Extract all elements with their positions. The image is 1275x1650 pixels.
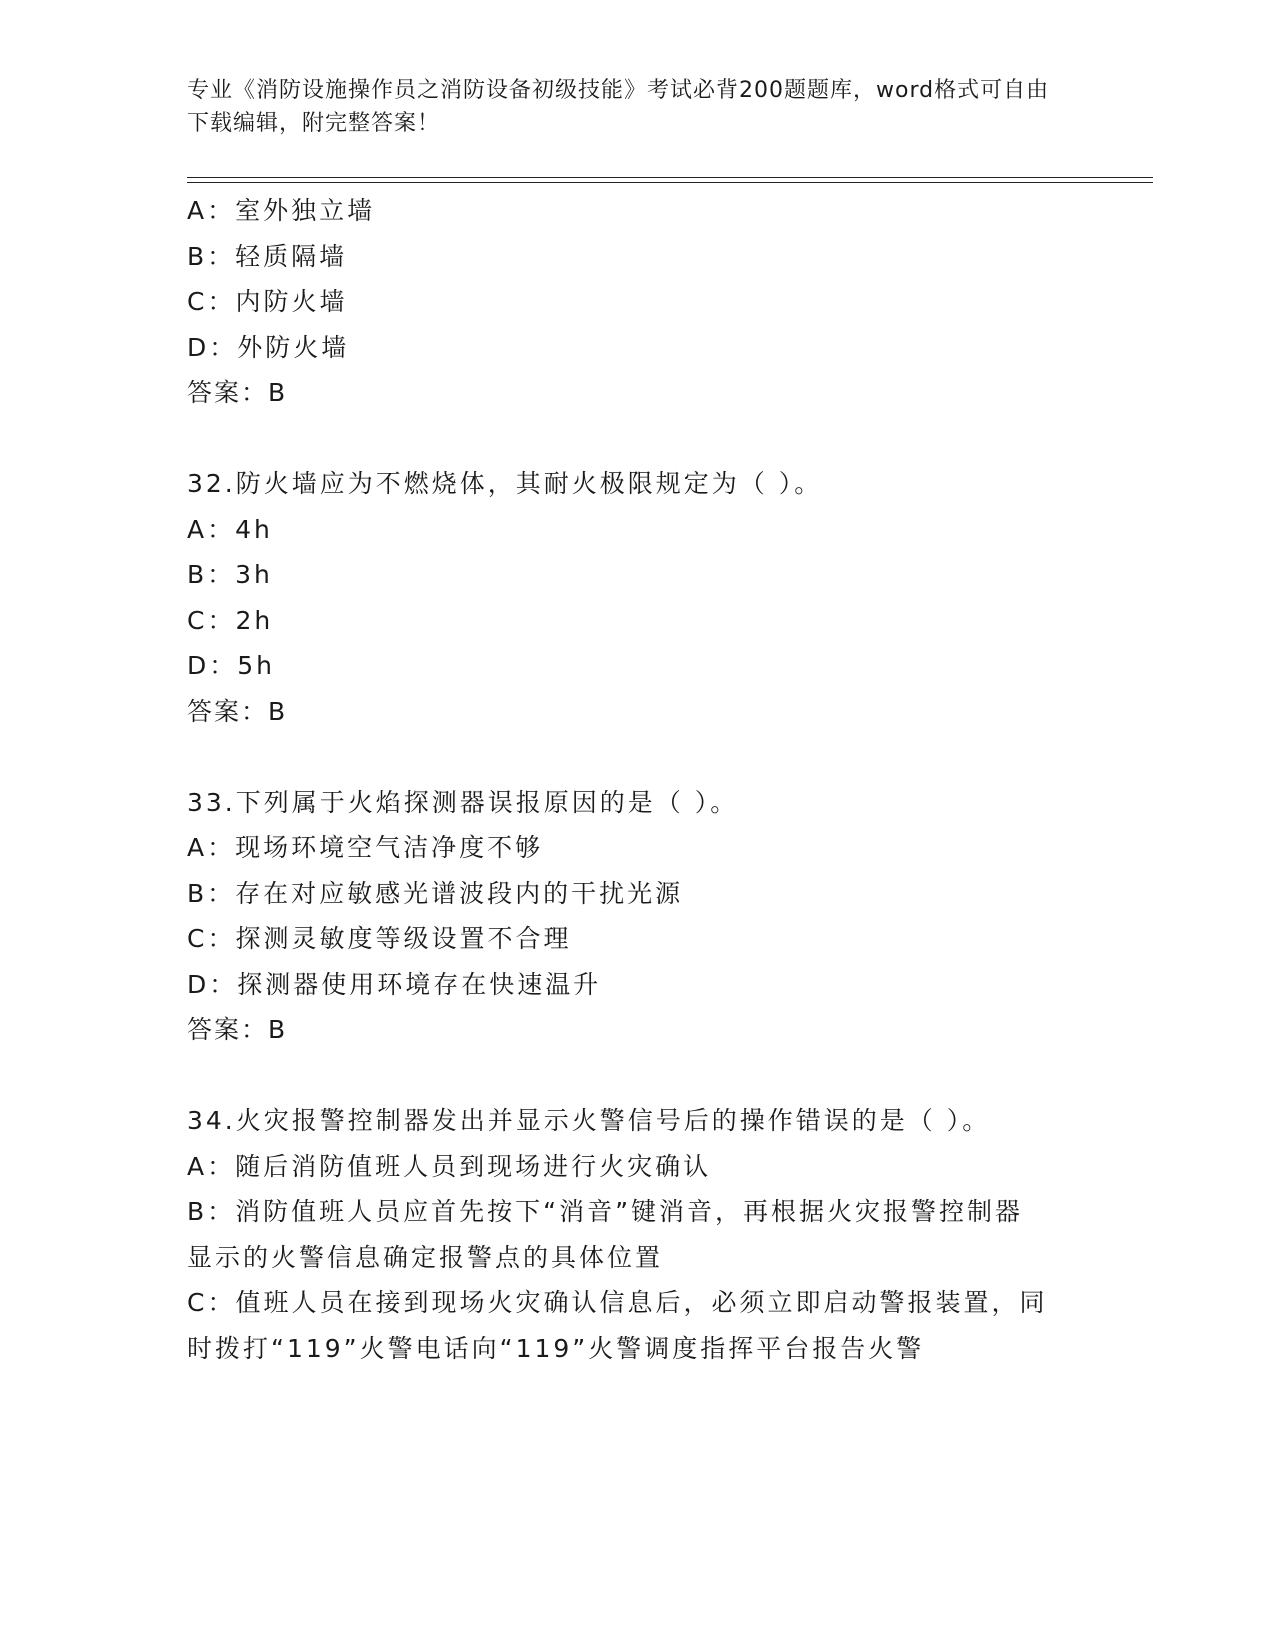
option-b: B：轻质隔墙 [187, 241, 348, 271]
option-b-continued: 显示的火警信息确定报警点的具体位置 [187, 1242, 664, 1272]
option-c: C：内防火墙 [187, 287, 348, 316]
option-a: A：4h [187, 514, 273, 544]
answer: 答案：B [187, 696, 288, 726]
answer: 答案：B [187, 1015, 288, 1044]
header-divider-bottom [187, 182, 1153, 183]
option-d: D：外防火墙 [187, 332, 350, 362]
spacer [187, 416, 1087, 462]
option-c: C：2h [187, 605, 274, 635]
option-a: A：现场环境空气洁净度不够 [187, 833, 544, 862]
option-c-continued: 时拨打“119”火警电话向“119”火警调度指挥平台报告火警 [187, 1333, 925, 1363]
header-divider-top [187, 177, 1153, 178]
question-34 [187, 1098, 1087, 1371]
question-text: 32.防火墙应为不燃烧体，其耐火极限规定为（ ）。 [187, 469, 823, 498]
spacer [187, 1053, 1087, 1099]
option-c: C：值班人员在接到现场火灾确认信息后，必须立即启动警报装置，同 [187, 1288, 1048, 1317]
question-33 [187, 780, 1087, 1053]
spacer [187, 734, 1087, 780]
option-c: C：探测灵敏度等级设置不合理 [187, 924, 572, 953]
question-31 [187, 188, 1087, 416]
question-text: 33.下列属于火焰探测器误报原因的是（ ）。 [187, 787, 739, 817]
question-32 [187, 461, 1087, 734]
option-d: D：探测器使用环境存在快速温升 [187, 969, 602, 999]
document-header: 专业《消防设施操作员之消防设备初级技能》考试必背200题题库，word格式可自由下载编辑，附完整答案！ [187, 78, 1050, 136]
option-d: D：5h [187, 651, 276, 680]
option-b: B：消防值班人员应首先按下“消音”键消音，再根据火灾报警控制器 [187, 1197, 1024, 1226]
option-b: B：3h [187, 560, 273, 589]
answer: 答案：B [187, 378, 288, 407]
question-list [187, 188, 1087, 1371]
question-text: 34.火灾报警控制器发出并显示火警信号后的操作错误的是（ ）。 [187, 1106, 991, 1135]
option-a: A：室外独立墙 [187, 196, 376, 225]
option-a: A：随后消防值班人员到现场进行火灾确认 [187, 1151, 712, 1181]
option-b: B：存在对应敏感光谱波段内的干扰光源 [187, 878, 684, 908]
